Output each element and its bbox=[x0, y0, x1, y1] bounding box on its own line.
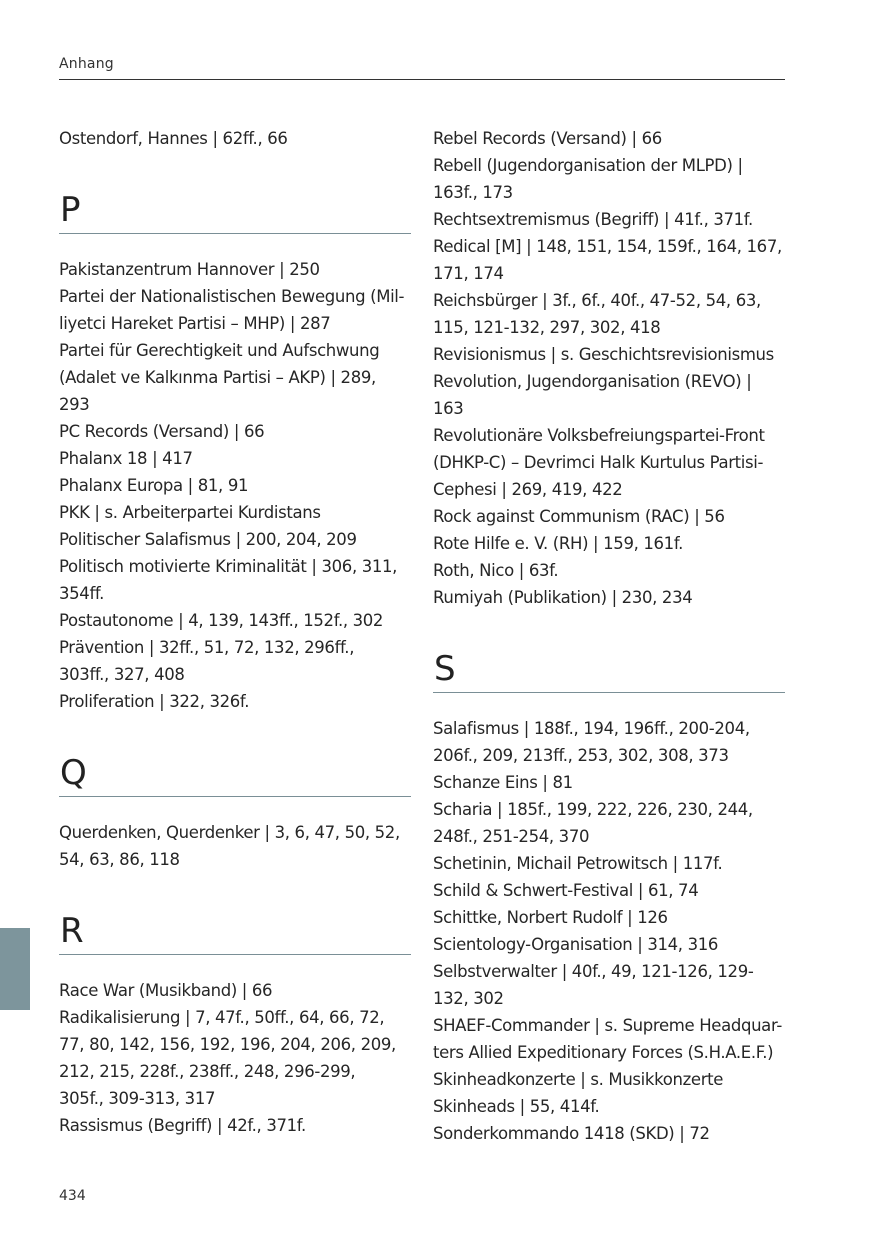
section-rule bbox=[59, 796, 411, 797]
section-letter: R bbox=[60, 911, 84, 951]
index-entry-line: Skinheadkonzerte | s. Musikkonzerte bbox=[433, 1070, 724, 1089]
index-entry-line: (DHKP-C) – Devrimci Halk Kurtulus Partisi- bbox=[433, 453, 764, 472]
index-entry-line: Postautonome | 4, 139, 143ff., 152f., 302 bbox=[59, 611, 384, 630]
index-entry-line: 77, 80, 142, 156, 192, 196, 204, 206, 209, bbox=[59, 1035, 396, 1054]
index-entry-line: Reichsbürger | 3f., 6f., 40f., 47-52, 54, 63, bbox=[433, 291, 761, 310]
index-entry-line: SHAEF-Commander | s. Supreme Headquar- bbox=[433, 1016, 782, 1035]
index-entry-line: Rock against Communism (RAC) | 56 bbox=[433, 507, 725, 526]
section-letter: Q bbox=[60, 753, 87, 793]
index-entry-line: Partei der Nationalistischen Bewegung (Mil- bbox=[59, 287, 405, 306]
index-entry-line: liyetci Hareket Partisi – MHP) | 287 bbox=[59, 314, 331, 333]
index-entry-line: Phalanx Europa | 81, 91 bbox=[59, 476, 249, 495]
index-entry-line: 54, 63, 86, 118 bbox=[59, 850, 180, 869]
index-entry-line: Schanze Eins | 81 bbox=[433, 773, 573, 792]
index-entry-line: Revolutionäre Volksbefreiungspartei-Front bbox=[433, 426, 765, 445]
index-entry-line: Selbstverwalter | 40f., 49, 121-126, 129- bbox=[433, 962, 754, 981]
index-entry-line: 212, 215, 228f., 238ff., 248, 296-299, bbox=[59, 1062, 356, 1081]
index-entry-line: 206f., 209, 213ff., 253, 302, 308, 373 bbox=[433, 746, 729, 765]
index-entry-line: PKK | s. Arbeiterpartei Kurdistans bbox=[59, 503, 321, 522]
running-head: Anhang bbox=[59, 56, 114, 72]
letter-section-heading bbox=[59, 873, 411, 955]
section-rule bbox=[59, 233, 411, 234]
index-entry-line: Rechtsextremismus (Begriff) | 41f., 371f. bbox=[433, 210, 753, 229]
index-entry-line: Cephesi | 269, 419, 422 bbox=[433, 480, 623, 499]
index-entry-line: Schild & Schwert-Festival | 61, 74 bbox=[433, 881, 699, 900]
index-entry-line: Politisch motivierte Kriminalität | 306, 311, bbox=[59, 557, 398, 576]
index-entry-line: (Adalet ve Kalkınma Partisi – AKP) | 289, bbox=[59, 368, 376, 387]
index-entry-line: Revolution, Jugendorganisation (REVO) | bbox=[433, 372, 752, 391]
index-entry-line: Schittke, Norbert Rudolf | 126 bbox=[433, 908, 668, 927]
index-entry-line: 115, 121-132, 297, 302, 418 bbox=[433, 318, 661, 337]
index-entry-line: Politischer Salafismus | 200, 204, 209 bbox=[59, 530, 357, 549]
page-number: 434 bbox=[59, 1188, 86, 1204]
index-entry-line: Proliferation | 322, 326f. bbox=[59, 692, 250, 711]
index-entry-line: 248f., 251-254, 370 bbox=[433, 827, 590, 846]
index-entry-line: Phalanx 18 | 417 bbox=[59, 449, 193, 468]
index-entry-line: Revisionismus | s. Geschichtsrevisionismus bbox=[433, 345, 774, 364]
index-entry-line: Rebel Records (Versand) | 66 bbox=[433, 129, 662, 148]
section-letter: P bbox=[60, 190, 81, 230]
index-entry-line: Partei für Gerechtigkeit und Aufschwung bbox=[59, 341, 380, 360]
index-entry-line: 163 bbox=[433, 399, 464, 418]
letter-section-heading bbox=[59, 715, 411, 797]
section-thumb-tab bbox=[0, 928, 30, 1010]
index-entry-line: PC Records (Versand) | 66 bbox=[59, 422, 265, 441]
index-entry-line: Querdenken, Querdenker | 3, 6, 47, 50, 52, bbox=[59, 823, 400, 842]
index-entry-line: Rote Hilfe e. V. (RH) | 159, 161f. bbox=[433, 534, 683, 553]
index-entry-line: 305f., 309-313, 317 bbox=[59, 1089, 216, 1108]
index-entry-line: 303ff., 327, 408 bbox=[59, 665, 185, 684]
index-entry-line: 354ff. bbox=[59, 584, 105, 603]
index-entry-line: Radikalisierung | 7, 47f., 50ff., 64, 66, 72, bbox=[59, 1008, 385, 1027]
letter-section-heading bbox=[433, 611, 785, 693]
section-letter: S bbox=[434, 649, 456, 689]
index-entry-line: Scharia | 185f., 199, 222, 226, 230, 244, bbox=[433, 800, 753, 819]
index-entry-line: ters Allied Expeditionary Forces (S.H.A.E.F.) bbox=[433, 1043, 774, 1062]
index-entry-line: 171, 174 bbox=[433, 264, 504, 283]
index-entry-line: Rebell (Jugendorganisation der MLPD) | bbox=[433, 156, 743, 175]
index-entry-line: Redical [M] | 148, 151, 154, 159f., 164, 167, bbox=[433, 237, 782, 256]
header-rule bbox=[59, 79, 785, 80]
index-entry-line: 163f., 173 bbox=[433, 183, 513, 202]
index-entry-line: Prävention | 32ff., 51, 72, 132, 296ff., bbox=[59, 638, 355, 657]
letter-section-heading bbox=[59, 152, 411, 234]
index-column-right bbox=[433, 125, 785, 1147]
index-entry-line: Rassismus (Begriff) | 42f., 371f. bbox=[59, 1116, 306, 1135]
index-entry-line: 132, 302 bbox=[433, 989, 504, 1008]
index-entry-line: Rumiyah (Publikation) | 230, 234 bbox=[433, 588, 693, 607]
index-entry-line: Scientology-Organisation | 314, 316 bbox=[433, 935, 719, 954]
index-entry-line: Race War (Musikband) | 66 bbox=[59, 981, 273, 1000]
index-column-left bbox=[59, 125, 411, 1139]
index-entry-line: Sonderkommando 1418 (SKD) | 72 bbox=[433, 1124, 710, 1143]
section-rule bbox=[59, 954, 411, 955]
index-entry-line: Pakistanzentrum Hannover | 250 bbox=[59, 260, 320, 279]
index-entry-line: Schetinin, Michail Petrowitsch | 117f. bbox=[433, 854, 723, 873]
index-entry-line: 293 bbox=[59, 395, 90, 414]
index-entry-line: Roth, Nico | 63f. bbox=[433, 561, 559, 580]
index-entry-line: Salafismus | 188f., 194, 196ff., 200-204, bbox=[433, 719, 750, 738]
index-entry-line: Skinheads | 55, 414f. bbox=[433, 1097, 600, 1116]
index-entry-line: Ostendorf, Hannes | 62ff., 66 bbox=[59, 129, 288, 148]
section-rule bbox=[433, 692, 785, 693]
